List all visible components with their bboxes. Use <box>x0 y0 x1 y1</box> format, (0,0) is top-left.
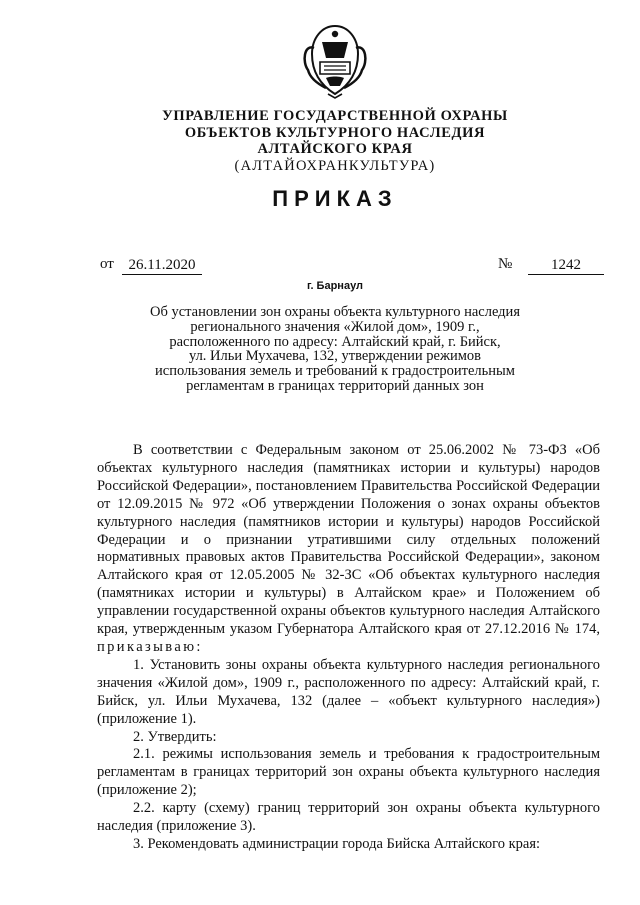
preamble-text: В соответствии с Федеральным законом от 25.06.2002 № 73-ФЗ «Об объектах культурного наследия (памятниках истории и культуры) народов Российской Федерации», постановлением Правительства Российской Федерации от 12.09.2015 № 972 «Об утверждении Положения о зонах охраны объектов культурного наследия (памятников истории и культуры) народов Российской Федерации и о признании утратившими силу отдельных положений нормативных правовых актов Правительства Российской Федерации», законом Алтайского края от 12.05.2005 № 32-ЗС «Об объектах культурного наследия (памятниках истории и культуры) в Алтайском крае» и Положением об управлении государственной охраны объектов культурного наследия Алтайского края, утвержденным указом Губернатора Алтайского края от 27.12.2016 № 174, <box>97 442 600 638</box>
document-date: 26.11.2020 <box>122 256 202 275</box>
document-body <box>97 442 600 854</box>
subject-line: использования земель и требований к градостроительным <box>155 363 515 380</box>
document-number: 1242 <box>528 256 604 275</box>
item-1: 1. Установить зоны охраны объекта культурного наследия регионального значения «Жилой дом», 1909 г., расположенного по адресу: Алтайский край, г. Бийск, ул. Ильи Мухачева, 132 (далее – «объект культурного наследия») (приложение 1). <box>97 656 600 727</box>
number-label: № <box>498 256 513 272</box>
city: г. Барнаул <box>306 280 364 292</box>
document-title: ПРИКАЗ <box>272 186 398 211</box>
subject-line: регламентам в границах территорий данных зон <box>186 377 484 394</box>
subject-line: расположенного по адресу: Алтайский край, г. Бийск, <box>169 333 501 350</box>
subject-line: регионального значения «Жилой дом», 1909 г., <box>190 318 480 335</box>
organization-name <box>120 108 550 174</box>
subject-line: ул. Ильи Мухачева, 132, утверждении режимов <box>188 348 482 365</box>
date-label: от <box>100 256 114 272</box>
document-subject <box>125 305 545 394</box>
coat-of-arms-icon <box>300 22 370 100</box>
item-3: 3. Рекомендовать администрации города Бийска Алтайского края: <box>133 835 541 852</box>
org-short-name: (АЛТАЙОХРАНКУЛЬТУРА) <box>234 157 436 174</box>
org-line: АЛТАЙСКОГО КРАЯ <box>257 141 413 157</box>
org-line: ОБЪЕКТОВ КУЛЬТУРНОГО НАСЛЕДИЯ <box>184 124 486 141</box>
subject-line: Об установлении зон охраны объекта культурного наследия <box>150 304 520 320</box>
order-word: приказываю: <box>97 638 203 655</box>
org-line: УПРАВЛЕНИЕ ГОСУДАРСТВЕННОЙ ОХРАНЫ <box>162 108 508 124</box>
item-2: 2. Утвердить: <box>133 728 217 745</box>
item-2-1: 2.1. режимы использования земель и требования к градостроительным регламентам в границах территорий зон охраны объекта культурного наследия (приложение 2); <box>97 746 600 799</box>
item-2-2: 2.2. карту (схему) границ территорий зон охраны объекта культурного наследия (приложение 3). <box>97 800 600 835</box>
preamble-paragraph <box>97 442 600 657</box>
